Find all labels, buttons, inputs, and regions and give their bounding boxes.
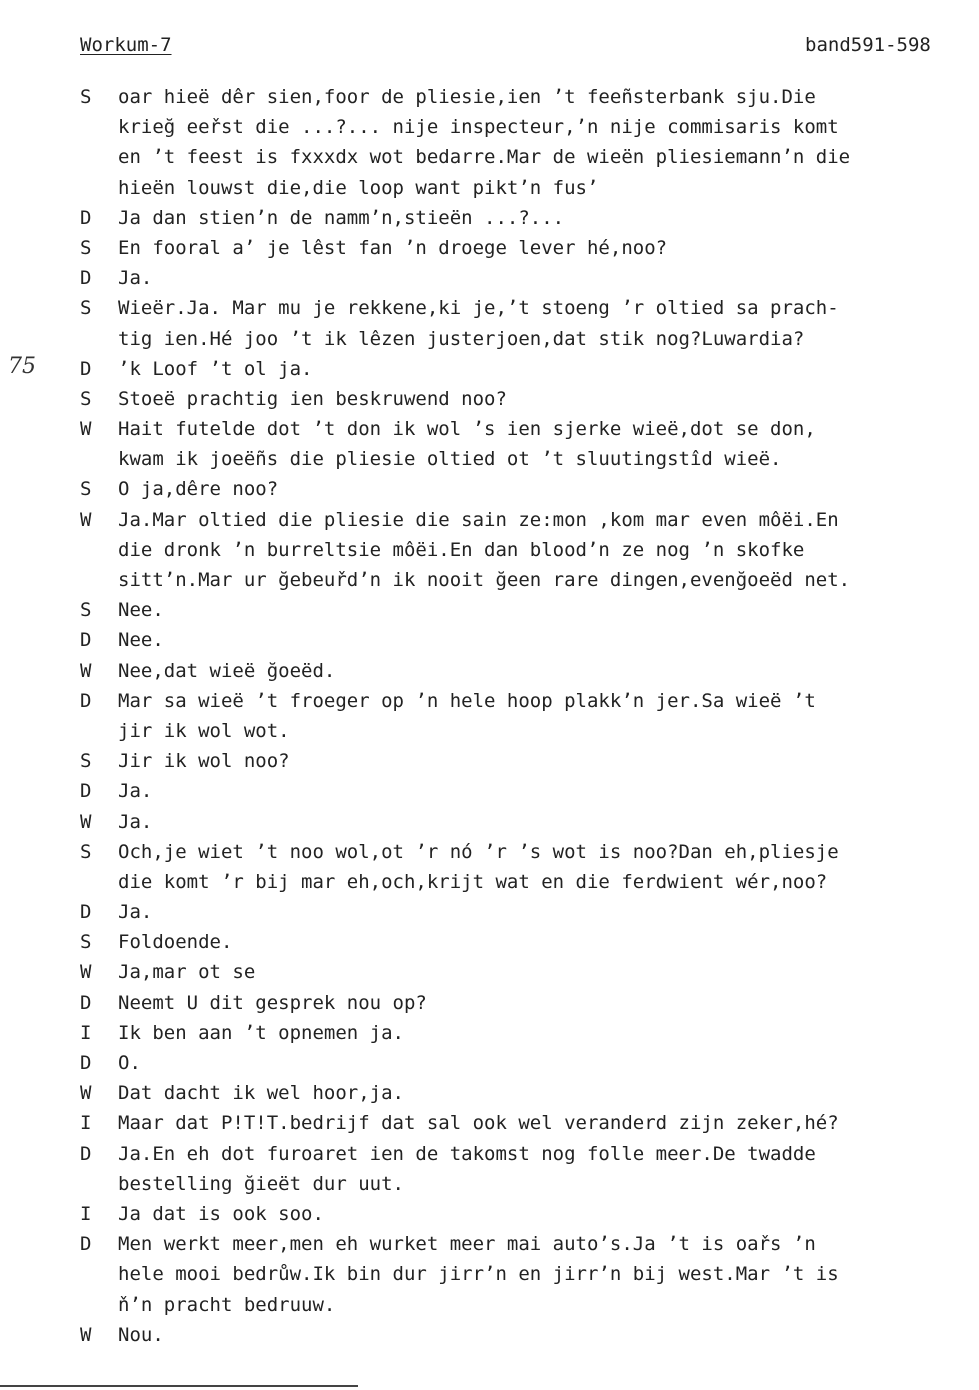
transcript-line	[80, 807, 940, 837]
speaker-label: D	[80, 629, 92, 652]
speaker-label: W	[80, 508, 92, 531]
utterance-text: Ja.En eh dot furoaret ien de takomst nog folle meer.De twadde	[118, 1142, 816, 1165]
utterance-text: Ja.	[118, 267, 153, 290]
speaker-label: I	[80, 1202, 92, 1225]
transcript-line	[80, 535, 940, 565]
utterance-text: Ja.Mar oltied die pliesie die sain ze:mon ,kom mar even môëi.En	[118, 508, 839, 531]
utterance-text: En fooral aʼ je lêst fan ʼn droege lever hé,noo?	[118, 236, 668, 259]
transcript-line	[80, 716, 940, 746]
speaker-label: W	[80, 961, 92, 984]
transcript-line	[80, 656, 940, 686]
transcript-line	[80, 1048, 940, 1078]
utterance-text: Nee.	[118, 629, 164, 652]
speaker-label: S	[80, 236, 92, 259]
utterance-text: sittʼn.Mar ur ğebeuřdʼn ik nooit ğeen rare dingen,evenğoeëd net.	[118, 569, 851, 591]
utterance-text: Ja.	[118, 810, 153, 833]
speaker-label: D	[80, 780, 92, 803]
speaker-label: S	[80, 750, 92, 773]
speaker-label: D	[80, 267, 92, 290]
transcript-line	[80, 565, 940, 595]
speaker-label: S	[80, 478, 92, 501]
utterance-text: ňʼn pracht bedruuw.	[118, 1293, 336, 1316]
transcript-line	[80, 776, 940, 806]
speaker-label: S	[80, 599, 92, 622]
transcript-line	[80, 988, 940, 1018]
handwritten-margin-note: 75	[8, 354, 36, 379]
transcript-line	[80, 444, 940, 474]
speaker-label: D	[80, 991, 92, 1014]
transcript-line	[80, 1018, 940, 1048]
utterance-text: Dat dacht ik wel hoor,ja.	[118, 1082, 404, 1105]
transcript-line	[80, 957, 940, 987]
transcript-line	[80, 474, 940, 504]
speaker-label: S	[80, 387, 92, 410]
utterance-text: Ja.	[118, 780, 153, 803]
transcript-line	[80, 82, 940, 112]
utterance-text: oar hieë dêr sien,foor de pliesie,ien ʼt feeñsterbank sju.Die	[118, 86, 816, 108]
transcript-line	[80, 837, 940, 867]
speaker-label: S	[80, 297, 92, 320]
speaker-label: W	[80, 1323, 92, 1346]
utterance-text: Nee,dat wieë ğoeëd.	[118, 659, 336, 682]
utterance-text: die komt ʼr bij mar eh,och,krijt wat en die ferdwient wér,noo?	[118, 870, 828, 893]
utterance-text: Stoeë prachtig ien beskruwend noo?	[118, 387, 507, 410]
utterance-text: Ja.	[118, 901, 153, 924]
transcript-line	[80, 1320, 940, 1350]
speaker-label: W	[80, 810, 92, 833]
transcript-line	[80, 142, 940, 172]
utterance-text: kwam ik joeëñs die pliesie oltied ot ʼt sluutingstîd wieë.	[118, 448, 782, 471]
utterance-text: hieën louwst die,die loop want piktʼn fusʼ	[118, 176, 599, 199]
utterance-text: Nou.	[118, 1323, 164, 1346]
document-title: Workum-7	[80, 34, 172, 56]
utterance-text: Nee.	[118, 599, 164, 622]
transcript-line	[80, 203, 940, 233]
transcript-line	[80, 1290, 940, 1320]
transcript-line	[80, 595, 940, 625]
transcript-line	[80, 1139, 940, 1169]
utterance-text: Ik ben aan ʼt opnemen ja.	[118, 1021, 404, 1044]
transcript-line	[80, 384, 940, 414]
transcript-line	[80, 293, 940, 323]
speaker-label: I	[80, 1021, 92, 1044]
utterance-text: krieğ eeřst die ...?... nije inspecteur,ʼn nije commisaris komt	[118, 116, 839, 139]
transcript-line	[80, 414, 940, 444]
speaker-label: W	[80, 1082, 92, 1105]
transcript-line	[80, 1199, 940, 1229]
utterance-text: O.	[118, 1052, 141, 1074]
utterance-text: Neemt U dit gesprek nou op?	[118, 991, 427, 1014]
utterance-text: bestelling ğieët dur uut.	[118, 1172, 404, 1195]
transcript-line	[80, 927, 940, 957]
transcript-line	[80, 1169, 940, 1199]
transcript-line	[80, 354, 940, 384]
speaker-label: D	[80, 206, 92, 229]
transcript-line	[80, 505, 940, 535]
speaker-label: W	[80, 659, 92, 682]
speaker-label: D	[80, 357, 92, 380]
speaker-label: D	[80, 1233, 92, 1256]
transcript-line	[80, 1259, 940, 1289]
bottom-rule	[0, 1385, 358, 1387]
utterance-text: tig ien.Hé joo ʼt ik lêzen justerjoen,dat stik nog?Luwardia?	[118, 327, 805, 350]
utterance-text: Maar dat P!T!T.bedrijf dat sal ook wel veranderd zijn zeker,hé?	[118, 1112, 839, 1135]
speaker-label: I	[80, 1112, 92, 1135]
transcript-line	[80, 112, 940, 142]
utterance-text: hele mooi bedrůw.Ik bin dur jirrʼn en jirrʼn bij west.Mar ʼt is	[118, 1263, 839, 1286]
utterance-text: Ja dan stienʼn de nammʼn,stieën ...?...	[118, 206, 565, 229]
speaker-label: S	[80, 931, 92, 954]
utterance-text: Ja dat is ook soo.	[118, 1202, 324, 1225]
utterance-text: Wieër.Ja. Mar mu je rekkene,ki je,ʼt stoeng ʼr oltied sa prach-	[118, 297, 839, 320]
utterance-text: jir ik wol wot.	[118, 719, 290, 742]
speaker-label: D	[80, 1142, 92, 1165]
utterance-text: Jir ik wol noo?	[118, 750, 290, 773]
transcript-line	[80, 173, 940, 203]
tape-reference: band591-598	[805, 34, 931, 56]
transcript-line	[80, 897, 940, 927]
utterance-text: Ja,mar ot se	[118, 961, 256, 984]
speaker-label: D	[80, 901, 92, 924]
transcript-line	[80, 746, 940, 776]
transcript	[80, 82, 940, 1350]
speaker-label: S	[80, 840, 92, 863]
utterance-text: O ja,dêre noo?	[118, 478, 279, 501]
transcript-line	[80, 1229, 940, 1259]
transcript-line	[80, 1108, 940, 1138]
transcript-line	[80, 1078, 940, 1108]
utterance-text: Hait futelde dot ʼt don ik wol ʼs ien sjerke wieë,dot se don,	[118, 418, 816, 441]
transcript-line	[80, 867, 940, 897]
transcript-line	[80, 263, 940, 293]
transcript-line	[80, 686, 940, 716]
utterance-text: en ʼt feest is fxxxdx wot bedarre.Mar de wieën pliesiemannʼn die	[118, 146, 851, 169]
speaker-label: D	[80, 689, 92, 712]
speaker-label: S	[80, 86, 92, 108]
speaker-label: D	[80, 1052, 92, 1074]
utterance-text: Men werkt meer,men eh wurket meer mai autoʼs.Ja ʼt is oařs ʼn	[118, 1233, 816, 1256]
transcript-line	[80, 233, 940, 263]
transcript-line	[80, 625, 940, 655]
transcript-line	[80, 324, 940, 354]
utterance-text: die dronk ʼn burreltsie môëi.En dan bloodʼn ze nog ʼn skofke	[118, 538, 805, 561]
utterance-text: Och,je wiet ʼt noo wol,ot ʼr nó ʼr ʼs wot is noo?Dan eh,pliesje	[118, 840, 839, 863]
utterance-text: ʼk Loof ʼt ol ja.	[118, 357, 313, 380]
utterance-text: Foldoende.	[118, 931, 233, 954]
utterance-text: Mar sa wieë ʼt froeger op ʼn hele hoop plakkʼn jer.Sa wieë ʼt	[118, 689, 816, 712]
speaker-label: W	[80, 418, 92, 441]
